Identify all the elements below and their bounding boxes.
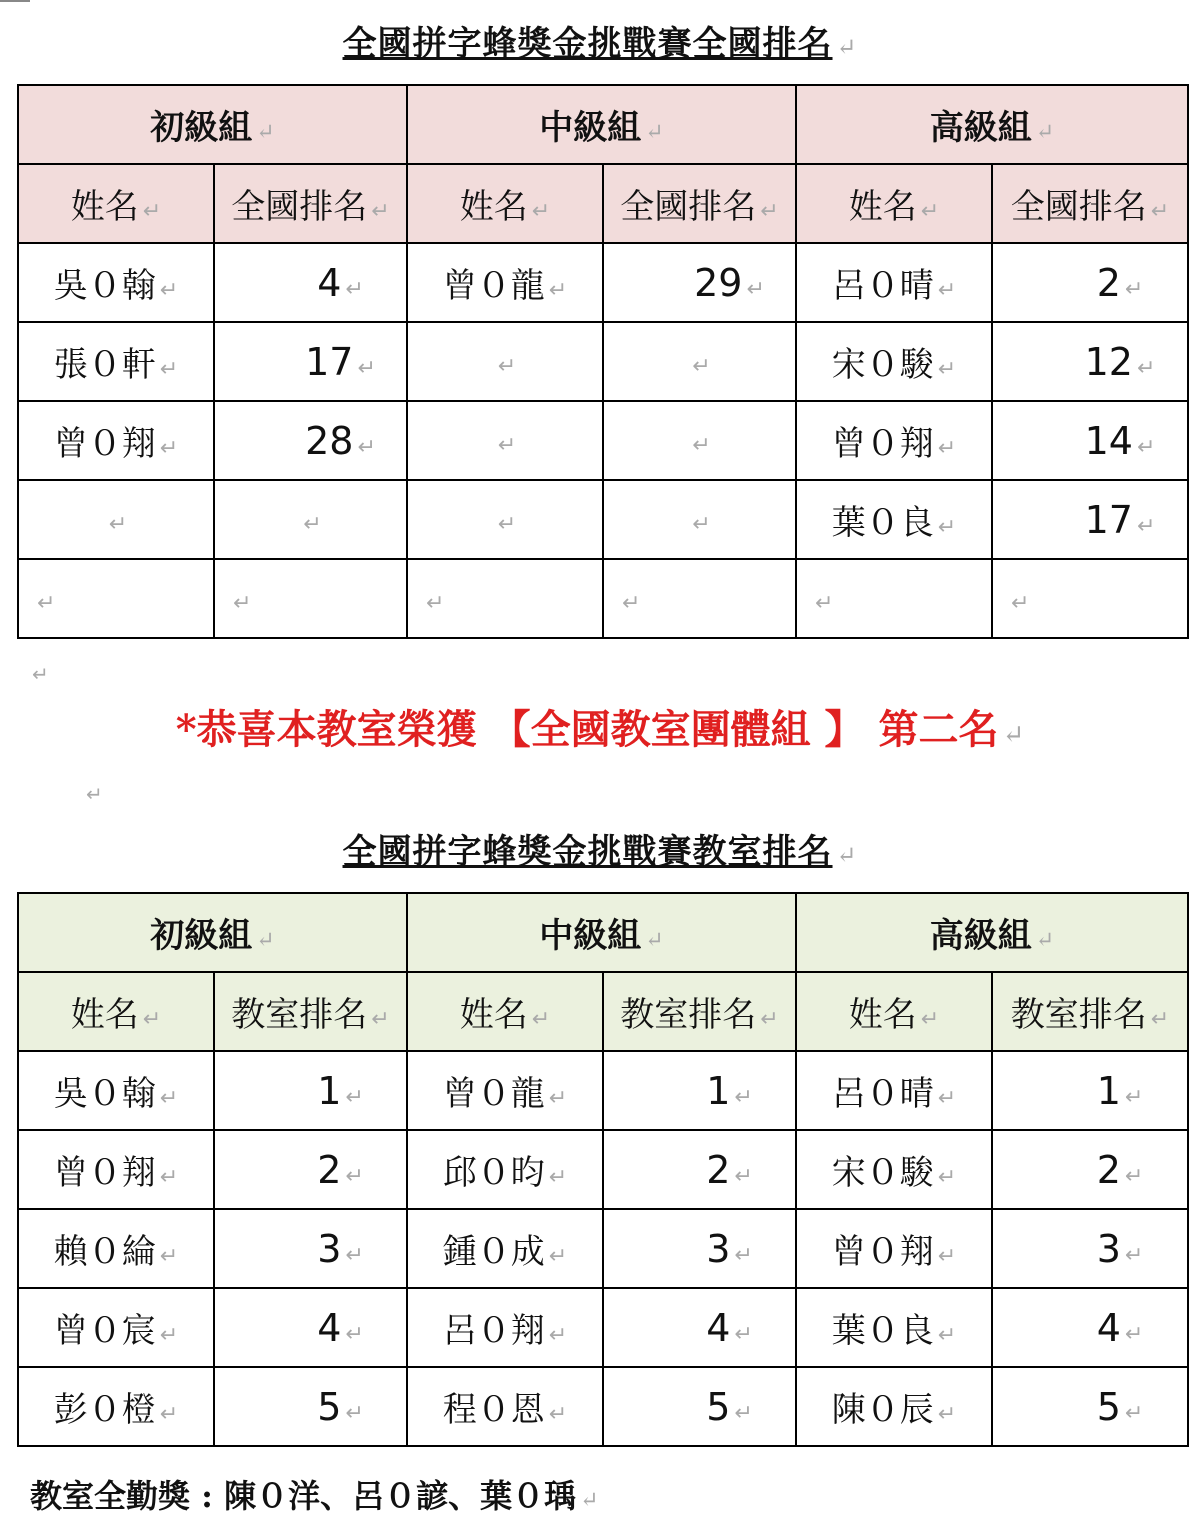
table-row (18, 322, 1188, 401)
name-cell: ↵ (18, 480, 214, 559)
attendance-award-footer: 教室全勤獎 : 陳０洋、呂０諺、葉０瑀 ↵ (30, 1477, 599, 1515)
name-cell: 呂０晴 ↵ (796, 1051, 992, 1130)
name-cell: 葉０良 ↵ (796, 1288, 992, 1367)
rank-cell: 4 ↵ (214, 1288, 407, 1367)
rank-cell: ↵ (603, 322, 796, 401)
award-notice: *恭喜本教室榮獲 【全國教室團體組 】 第二名 ↵ (175, 706, 1025, 753)
name-cell: 邱０昀 ↵ (407, 1130, 603, 1209)
group-beginner-header: 初級組 ↵ (18, 893, 407, 972)
name-cell: 宋０駿 ↵ (796, 1130, 992, 1209)
table-row (18, 1130, 1188, 1209)
table-row (18, 1288, 1188, 1367)
name-cell: 曾０翔 ↵ (18, 1130, 214, 1209)
name-cell: 彭０橙 ↵ (18, 1367, 214, 1446)
rank-cell: 4 ↵ (214, 243, 407, 322)
rank-cell: 5 ↵ (214, 1367, 407, 1446)
name-column-header: 姓名 ↵ (18, 972, 214, 1051)
rank-column-header: 教室排名 ↵ (992, 972, 1188, 1051)
classroom-ranking-body (18, 1051, 1188, 1446)
rank-cell: 3 ↵ (603, 1209, 796, 1288)
table-row (18, 1367, 1188, 1446)
rank-column-header: 教室排名 ↵ (603, 972, 796, 1051)
rank-cell: 1 ↵ (992, 1051, 1188, 1130)
name-cell: 賴０綸 ↵ (18, 1209, 214, 1288)
rank-cell: 3 ↵ (992, 1209, 1188, 1288)
rank-cell: 2 ↵ (603, 1130, 796, 1209)
rank-cell: 2 ↵ (214, 1130, 407, 1209)
group-header-row (18, 85, 1188, 164)
name-cell: ↵ (407, 559, 603, 638)
rank-cell: 4 ↵ (603, 1288, 796, 1367)
rank-cell: 2 ↵ (992, 1130, 1188, 1209)
name-cell: ↵ (407, 480, 603, 559)
name-cell: 曾０翔 ↵ (18, 401, 214, 480)
rank-cell: 29 ↵ (603, 243, 796, 322)
rank-cell: 3 ↵ (214, 1209, 407, 1288)
group-beginner-header: 初級組 ↵ (18, 85, 407, 164)
rank-cell: ↵ (603, 401, 796, 480)
table-row (18, 1051, 1188, 1130)
table-row (18, 1209, 1188, 1288)
rank-column-header: 全國排名 ↵ (214, 164, 407, 243)
name-column-header: 姓名 ↵ (796, 972, 992, 1051)
rank-cell: 17 ↵ (214, 322, 407, 401)
group-advanced-header: 高級組 ↵ (796, 893, 1188, 972)
rank-cell: ↵ (603, 480, 796, 559)
name-cell: 張０軒 ↵ (18, 322, 214, 401)
group-advanced-header: 高級組 ↵ (796, 85, 1188, 164)
name-cell: ↵ (407, 322, 603, 401)
table-row (18, 559, 1188, 638)
table-row (18, 401, 1188, 480)
rank-cell: 2 ↵ (992, 243, 1188, 322)
name-column-header: 姓名 ↵ (796, 164, 992, 243)
classroom-ranking-title: 全國拼字蜂獎金挑戰賽教室排名 ↵ (342, 832, 858, 872)
name-cell: 呂０翔 ↵ (407, 1288, 603, 1367)
national-ranking-body (18, 243, 1188, 638)
group-intermediate-header: 中級組 ↵ (407, 893, 796, 972)
group-header-row (18, 893, 1188, 972)
group-intermediate-header: 中級組 ↵ (407, 85, 796, 164)
rank-cell: ↵ (214, 559, 407, 638)
name-cell: 曾０翔 ↵ (796, 1209, 992, 1288)
rank-cell: 14 ↵ (992, 401, 1188, 480)
name-cell: 鍾０成 ↵ (407, 1209, 603, 1288)
table-row (18, 243, 1188, 322)
rank-cell: 1 ↵ (214, 1051, 407, 1130)
rank-column-header: 全國排名 ↵ (603, 164, 796, 243)
column-header-row (18, 972, 1188, 1051)
column-header-row (18, 164, 1188, 243)
name-column-header: 姓名 ↵ (407, 164, 603, 243)
national-ranking-table (17, 84, 1189, 639)
name-cell: 吳０翰 ↵ (18, 1051, 214, 1130)
national-ranking-title: 全國拼字蜂獎金挑戰賽全國排名 ↵ (342, 24, 858, 64)
name-column-header: 姓名 ↵ (407, 972, 603, 1051)
rank-cell: 17 ↵ (992, 480, 1188, 559)
name-cell: 宋０駿 ↵ (796, 322, 992, 401)
rank-column-header: 教室排名 ↵ (214, 972, 407, 1051)
rank-cell: ↵ (603, 559, 796, 638)
paragraph-mark: ↵ (32, 662, 49, 686)
name-cell: 程０恩 ↵ (407, 1367, 603, 1446)
name-cell: ↵ (796, 559, 992, 638)
rank-cell: ↵ (992, 559, 1188, 638)
name-cell: 曾０龍 ↵ (407, 243, 603, 322)
rank-cell: 1 ↵ (603, 1051, 796, 1130)
name-column-header: 姓名 ↵ (18, 164, 214, 243)
table-row (18, 480, 1188, 559)
rank-cell: 4 ↵ (992, 1288, 1188, 1367)
classroom-ranking-table (17, 892, 1189, 1447)
rank-cell: 28 ↵ (214, 401, 407, 480)
name-cell: ↵ (18, 559, 214, 638)
name-cell: ↵ (407, 401, 603, 480)
rank-column-header: 全國排名 ↵ (992, 164, 1188, 243)
name-cell: 陳０辰 ↵ (796, 1367, 992, 1446)
paragraph-mark: ↵ (86, 782, 103, 806)
name-cell: 吳０翰 ↵ (18, 243, 214, 322)
name-cell: 曾０宸 ↵ (18, 1288, 214, 1367)
name-cell: 曾０龍 ↵ (407, 1051, 603, 1130)
rank-cell: 12 ↵ (992, 322, 1188, 401)
page-corner-mark (0, 0, 30, 2)
name-cell: 呂０晴 ↵ (796, 243, 992, 322)
rank-cell: 5 ↵ (603, 1367, 796, 1446)
rank-cell: 5 ↵ (992, 1367, 1188, 1446)
name-cell: 曾０翔 ↵ (796, 401, 992, 480)
rank-cell: ↵ (214, 480, 407, 559)
name-cell: 葉０良 ↵ (796, 480, 992, 559)
